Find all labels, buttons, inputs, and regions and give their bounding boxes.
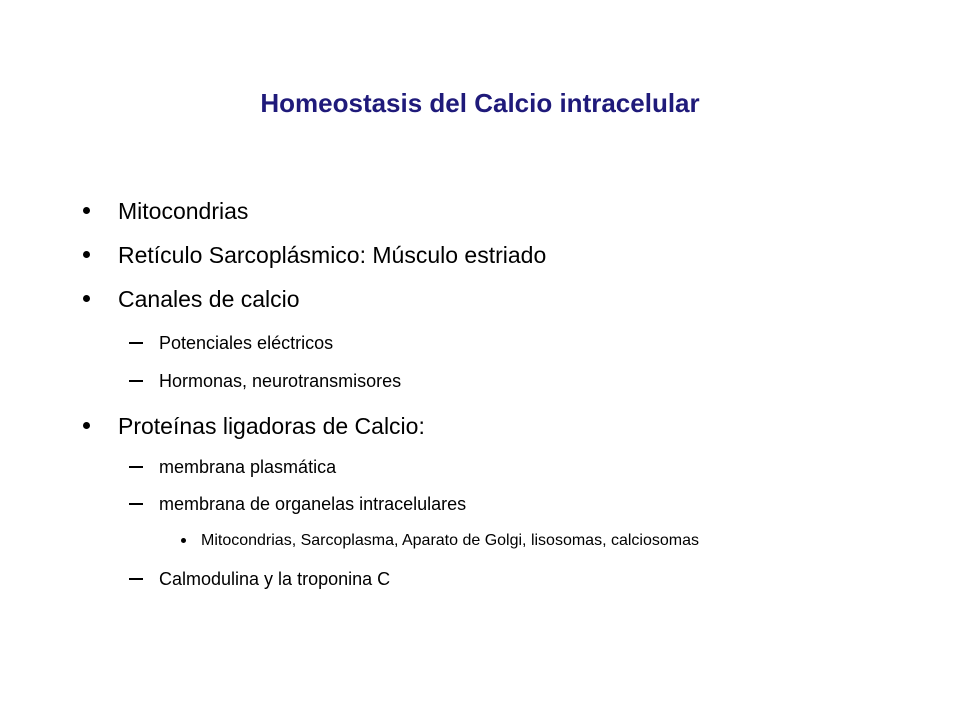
- bullet-icon: [83, 295, 90, 302]
- dash-icon: [129, 466, 143, 468]
- dash-icon: [129, 342, 143, 344]
- dash-icon: [129, 503, 143, 505]
- sub-item-membrana-organelas: membrana de organelas intracelulares: [159, 494, 467, 514]
- bullet-icon: [83, 422, 90, 429]
- sub-sub-item-organelas-list: Mitocondrias, Sarcoplasma, Aparato de Golgi, lisosomas, calciosomas: [201, 532, 699, 549]
- bullet-icon: [83, 251, 90, 258]
- sub-item-potenciales-electricos: Potenciales eléctricos: [159, 333, 334, 353]
- bullet-icon: [181, 538, 186, 543]
- sub-item-membrana-plasmatica: membrana plasmática: [159, 457, 337, 477]
- bullet-icon: [83, 207, 90, 214]
- dash-icon: [129, 380, 143, 382]
- slide-title: Homeostasis del Calcio intracelular: [260, 88, 700, 118]
- bullet-item-mitocondrias: Mitocondrias: [118, 198, 249, 224]
- sub-item-hormonas: Hormonas, neurotransmisores: [159, 371, 402, 391]
- bullet-item-canales-de-calcio: Canales de calcio: [118, 286, 300, 312]
- dash-icon: [129, 578, 143, 580]
- bullet-item-proteinas-ligadoras: Proteínas ligadoras de Calcio:: [118, 413, 425, 439]
- sub-item-calmodulina: Calmodulina y la troponina C: [159, 569, 391, 589]
- bullet-item-reticulo-sarcoplasmico: Retículo Sarcoplásmico: Músculo estriado: [118, 242, 547, 268]
